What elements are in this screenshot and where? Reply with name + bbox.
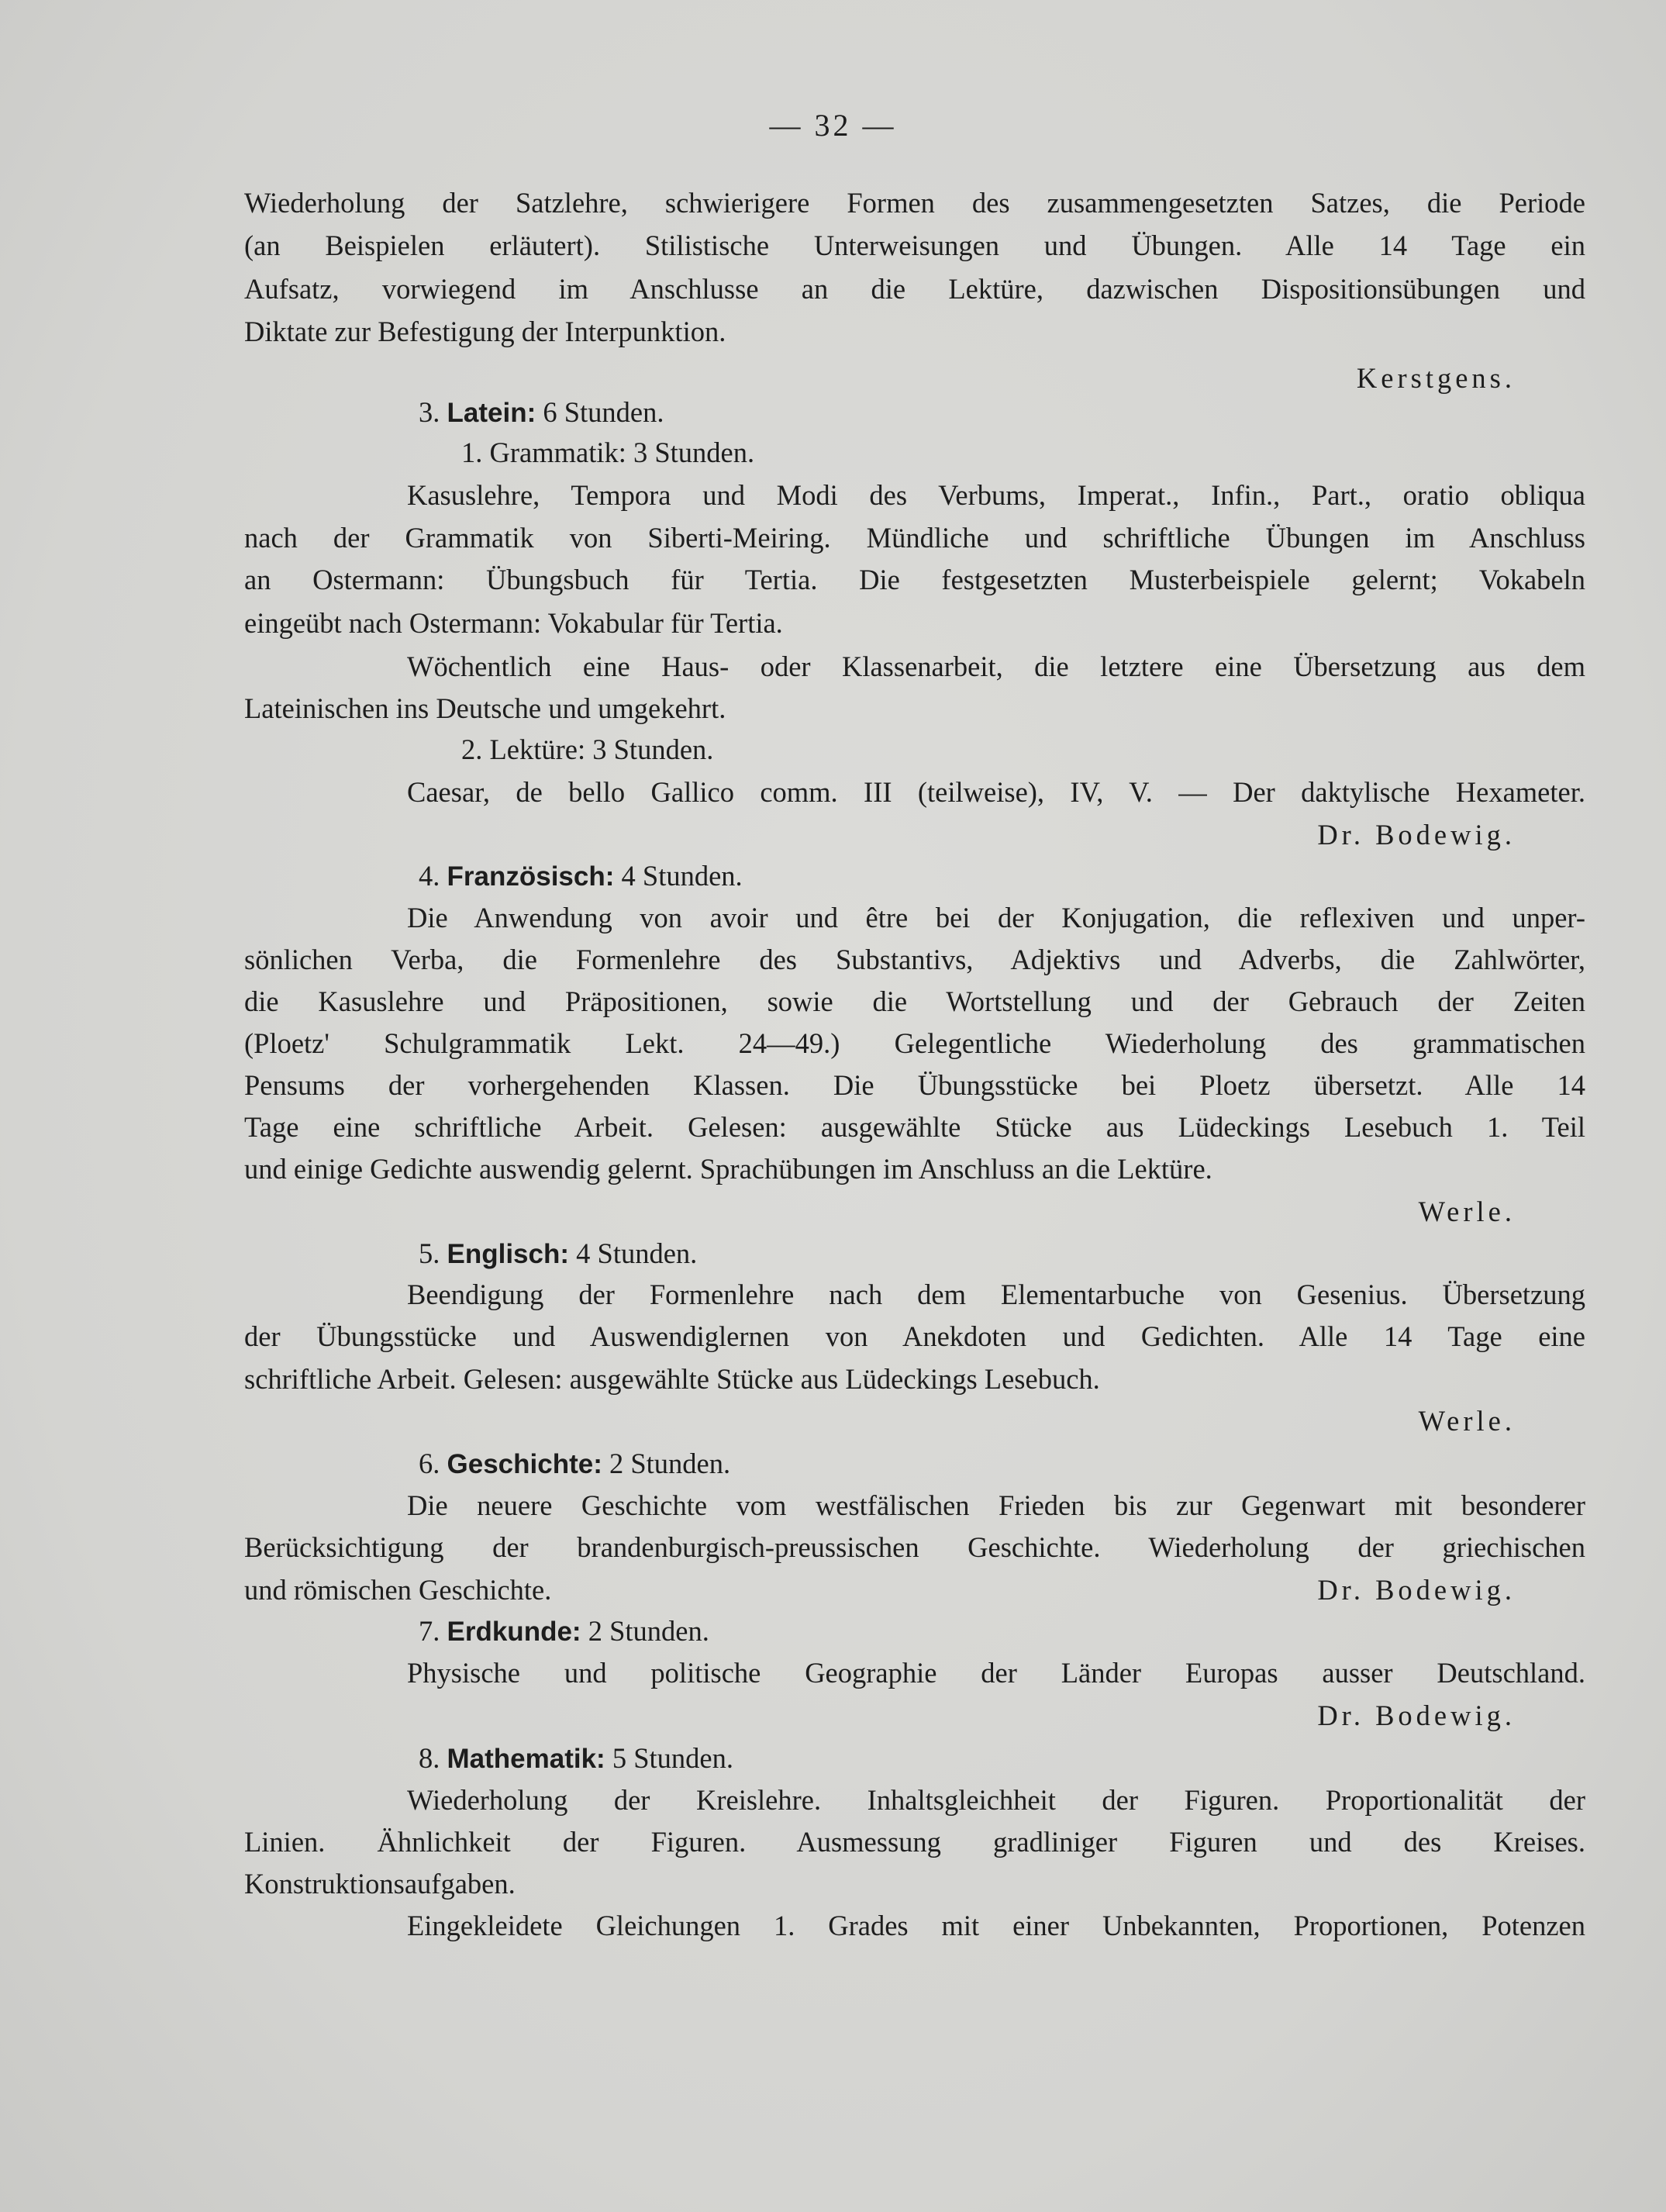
paragraph-line: an Ostermann: Übungsbuch für Tertia. Die festgesetzten Musterbeispiele gelernt; Vokabeln — [244, 564, 1585, 595]
paragraph-line: und einige Gedichte auswendig gelernt. Sprachübungen im Anschluss an die Lektüre. — [244, 1153, 1212, 1185]
teacher-signature: Kerstgens. — [1356, 362, 1516, 394]
paragraph-line: Physische und politische Geographie der Länder Europas ausser Deutschland. — [407, 1657, 1585, 1689]
paragraph-line: (Ploetz' Schulgrammatik Lekt. 24—49.) Gelegentliche Wiederholung des grammatischen — [244, 1027, 1585, 1059]
paragraph-line: der Übungsstücke und Auswendiglernen von Anekdoten und Gedichten. Alle 14 Tage eine — [244, 1320, 1585, 1352]
paragraph-line: Aufsatz, vorwiegend im Anschlusse an die Lektüre, dazwischen Dispositionsübungen und — [244, 273, 1585, 305]
teacher-signature: Werle. — [1418, 1405, 1516, 1437]
paragraph-line: Berücksichtigung der brandenburgisch-preussischen Geschichte. Wiederholung der griechischen — [244, 1531, 1585, 1563]
paragraph-line: Die Anwendung von avoir und être bei der Konjugation, die reflexiven und unper- — [407, 902, 1585, 933]
paragraph-line: Tage eine schriftliche Arbeit. Gelesen: ausgewählte Stücke aus Lüdeckings Lesebuch 1. Teil — [244, 1111, 1585, 1143]
paragraph-line: (an Beispielen erläutert). Stilistische Unterweisungen und Übungen. Alle 14 Tage ein — [244, 229, 1585, 261]
paragraph-line: Wöchentlich eine Haus- oder Klassenarbeit, die letztere eine Übersetzung aus dem — [407, 650, 1585, 682]
paragraph-line: Die neuere Geschichte vom westfälischen Frieden bis zur Gegenwart mit besonderer — [407, 1489, 1585, 1521]
teacher-signature: Dr. Bodewig. — [1317, 1574, 1516, 1606]
paragraph-line: Pensums der vorhergehenden Klassen. Die Übungsstücke bei Ploetz übersetzt. Alle 14 — [244, 1069, 1585, 1101]
paragraph-line: nach der Grammatik von Siberti-Meiring. Mündliche und schriftliche Übungen im Anschluss — [244, 522, 1585, 554]
paragraph-line: eingeübt nach Ostermann: Vokabular für Tertia. — [244, 607, 783, 639]
subsection-heading: 2. Lektüre: 3 Stunden. — [461, 733, 714, 765]
paragraph-line: Kasuslehre, Tempora und Modi des Verbums, Imperat., Infin., Part., oratio obliqua — [407, 479, 1585, 511]
section-heading: 6. Geschichte: 2 Stunden. — [419, 1448, 731, 1479]
subsection-heading: 1. Grammatik: 3 Stunden. — [461, 437, 755, 468]
paragraph-line: Linien. Ähnlichkeit der Figuren. Ausmessung gradliniger Figuren und des Kreises. — [244, 1826, 1585, 1858]
paragraph-line: schriftliche Arbeit. Gelesen: ausgewählte Stücke aus Lüdeckings Lesebuch. — [244, 1363, 1100, 1395]
paragraph-line: Wiederholung der Satzlehre, schwierigere Formen des zusammengesetzten Satzes, die Periode — [244, 187, 1585, 219]
paragraph-line: Eingekleidete Gleichungen 1. Grades mit einer Unbekannten, Proportionen, Potenzen — [407, 1910, 1585, 1941]
paragraph-line: Konstruktionsaufgaben. — [244, 1868, 516, 1900]
paragraph-line: sönlichen Verba, die Formenlehre des Substantivs, Adjektivs und Adverbs, die Zahlwörter, — [244, 944, 1585, 975]
page-number: — 32 — — [769, 108, 897, 143]
section-heading: 8. Mathematik: 5 Stunden. — [419, 1742, 733, 1774]
teacher-signature: Werle. — [1418, 1196, 1516, 1227]
teacher-signature: Dr. Bodewig. — [1317, 819, 1516, 851]
paragraph-line: Wiederholung der Kreislehre. Inhaltsgleichheit der Figuren. Proportionalität der — [407, 1784, 1585, 1816]
paragraph-line: die Kasuslehre und Präpositionen, sowie die Wortstellung und der Gebrauch der Zeiten — [244, 985, 1585, 1017]
section-heading: 5. Englisch: 4 Stunden. — [419, 1237, 698, 1269]
paragraph-line: Caesar, de bello Gallico comm. III (teilweise), IV, V. — Der daktylische Hexameter. — [407, 776, 1585, 808]
teacher-signature: Dr. Bodewig. — [1317, 1700, 1516, 1731]
paragraph-line: Lateinischen ins Deutsche und umgekehrt. — [244, 692, 726, 724]
section-heading: 7. Erdkunde: 2 Stunden. — [419, 1615, 709, 1647]
paragraph-line: Beendigung der Formenlehre nach dem Elementarbuche von Gesenius. Übersetzung — [407, 1279, 1585, 1310]
section-heading: 4. Französisch: 4 Stunden. — [419, 860, 743, 892]
paragraph-line: Diktate zur Befestigung der Interpunktion. — [244, 316, 726, 347]
paragraph-line: und römischen Geschichte. Dr. Bodewig. — [244, 1572, 1585, 1609]
section-heading: 3. Latein: 6 Stunden. — [419, 396, 664, 428]
